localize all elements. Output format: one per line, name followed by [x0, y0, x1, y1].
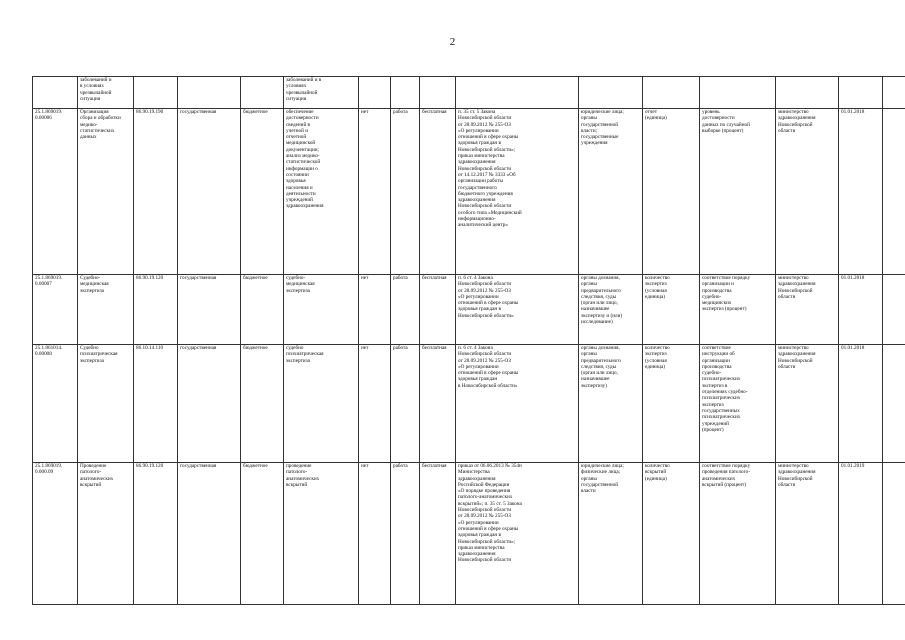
- cell-text: соответствие порядку проведения патолого- анатомических вскрытий (процент): [702, 463, 751, 488]
- cell-paid: [359, 77, 391, 109]
- cell-text: бесплатная: [422, 275, 447, 281]
- cell-basis: [456, 345, 579, 463]
- cell-volume: [643, 109, 700, 275]
- cell-text: работа: [393, 345, 408, 351]
- cell-content: [284, 109, 359, 275]
- cell-okved: [134, 77, 178, 109]
- cell-text: государственная: [180, 345, 217, 351]
- cell-name: [78, 275, 134, 345]
- cell-extra: [883, 109, 905, 275]
- cell-text: 25.1.869019. 0.00006: [35, 109, 63, 122]
- cell-authority: [776, 109, 839, 275]
- cell-text: Судебно психиатрическая экспертиза: [80, 345, 118, 364]
- table-row: [33, 77, 905, 109]
- cell-authority: [776, 275, 839, 345]
- cell-text: 01.01.2018: [841, 275, 865, 281]
- cell-text: работа: [393, 463, 408, 469]
- cell-paid: [359, 275, 391, 345]
- cell-content: [284, 275, 359, 345]
- cell-extra: [883, 463, 905, 605]
- cell-kind: [241, 463, 284, 605]
- cell-free: [420, 109, 456, 275]
- cell-text: министерство здравоохранения Новосибирской области: [778, 109, 816, 134]
- cell-basis: [456, 77, 579, 109]
- cell-text: 86.10.14.110: [136, 345, 164, 351]
- cell-text: обеспечение достоверности сведений в учетной и отчетной медицинской документации; анализ медико- статистической информации о состоянии здоровья населения и деятельности учреждений здравоохранения: [286, 109, 324, 210]
- page-number: 2: [449, 36, 456, 48]
- cell-paid: [359, 109, 391, 275]
- cell-text: 86.90.19.120: [136, 463, 164, 469]
- cell-text: количество вскрытий (единица): [645, 463, 670, 482]
- cell-name: [78, 77, 134, 109]
- cell-free: [420, 275, 456, 345]
- cell-date: [839, 275, 883, 345]
- cell-text: нет: [361, 109, 369, 115]
- cell-code: [33, 109, 78, 275]
- cell-quality: [700, 345, 776, 463]
- cell-volume: [643, 345, 700, 463]
- cell-free: [420, 345, 456, 463]
- cell-text: приказ от 06.06.2013 № 354н Министерства здравоохранения Российской Федерации «О порядке проведения патолого-анатомических вскрытий»; п. 35 ст. 5 Закона Новосибирской области от 28.09.2012 № 255-ОЗ «О регулировании отношений в сфере охраны здоровья граждан в Новосибирской области»; приказ министерства здравоохранения Новосибирской области: [458, 463, 522, 564]
- cell-text: министерство здравоохранения Новосибирской области: [778, 275, 816, 300]
- cell-date: [839, 109, 883, 275]
- cell-type: [391, 275, 420, 345]
- cell-quality: [700, 77, 776, 109]
- cell-text: органы дознания, органы предварительного следствия, суды (орган или лицо, назначившее экспертизу и (или) исследование): [581, 275, 623, 326]
- cell-text: 01.01.2018: [841, 109, 865, 115]
- cell-text: судебно- медицинская экспертиза: [286, 275, 315, 294]
- cell-consumers: [579, 463, 643, 605]
- cell-content: [284, 463, 359, 605]
- cell-date: [839, 345, 883, 463]
- cell-content: [284, 345, 359, 463]
- cell-ownership: [178, 275, 241, 345]
- cell-extra: [883, 77, 905, 109]
- cell-ownership: [178, 77, 241, 109]
- cell-text: бюджетное: [243, 275, 268, 281]
- cell-text: соответствие порядку организации и производства судебно- медицинских экспертиз (процент): [702, 275, 751, 313]
- table-body: [33, 77, 905, 605]
- cell-text: бюджетное: [243, 109, 268, 115]
- cell-ownership: [178, 109, 241, 275]
- cell-text: заболеваний и в условиях чрезвычайной ситуации: [286, 77, 322, 102]
- cell-consumers: [579, 77, 643, 109]
- cell-ownership: [178, 463, 241, 605]
- cell-text: 86.90.19.190: [136, 109, 164, 115]
- cell-text: бесплатная: [422, 109, 447, 115]
- cell-text: Организация сбора и обработки медико- статистических данных: [80, 109, 121, 141]
- cell-text: 25.1.869019. 0.000.09: [35, 463, 63, 476]
- cell-extra: [883, 345, 905, 463]
- cell-text: бесплатная: [422, 345, 447, 351]
- cell-content: [284, 77, 359, 109]
- cell-basis: [456, 275, 579, 345]
- cell-code: [33, 275, 78, 345]
- cell-text: п. 6 ст. 4 Закона Новосибирской области от 28.09.2012 № 255-ОЗ «О регулировании отношений в сфере охраны здоровья граждан в Новосибирской области»: [458, 275, 519, 319]
- cell-text: государственная: [180, 109, 217, 115]
- cell-text: нет: [361, 345, 369, 351]
- cell-name: [78, 345, 134, 463]
- cell-text: бесплатная: [422, 463, 447, 469]
- cell-okved: [134, 463, 178, 605]
- cell-text: соответствие инструкции об организации производства судебно- психиатрических экспертиз в отделениях судебно- психиатрических экспертиз государственных психиатрических учреждений (процент): [702, 345, 748, 433]
- cell-date: [839, 77, 883, 109]
- cell-text: заболеваний и в условиях чрезвычайной ситуации: [80, 77, 112, 102]
- cell-kind: [241, 345, 284, 463]
- cell-code: [33, 463, 78, 605]
- cell-basis: [456, 463, 579, 605]
- cell-basis: [456, 109, 579, 275]
- cell-quality: [700, 275, 776, 345]
- cell-text: количество экспертиз (условная единица): [645, 275, 670, 300]
- cell-authority: [776, 77, 839, 109]
- cell-text: работа: [393, 275, 408, 281]
- cell-volume: [643, 463, 700, 605]
- cell-text: бюджетное: [243, 345, 268, 351]
- cell-text: п. 35 ст. 5 Закона Новосибирской области от 28.09.2012 № 255-ОЗ «О регулировании отношений в сфере охраны здоровья граждан в Новосибирской области»; приказ министерства здравоохранения Новосибирской области от 14.12.2017 № 3333 «Об организации работы государственного бюджетного учреждения здравоохранения Новосибирской области особого типа «Медицинский информационно- аналитический центр»: [458, 109, 522, 229]
- cell-text: количество экспертиз (условная единица): [645, 345, 670, 370]
- cell-text: уровень достоверности данных по случайной выборке (процент): [702, 109, 750, 134]
- cell-text: проведение патолого- анатомических вскрытий: [286, 463, 320, 488]
- cell-free: [420, 77, 456, 109]
- cell-okved: [134, 109, 178, 275]
- cell-text: Судебно- медицинская экспертиза: [80, 275, 109, 294]
- registry-table: [32, 76, 905, 605]
- cell-text: государственная: [180, 463, 217, 469]
- cell-okved: [134, 345, 178, 463]
- table-row: [33, 109, 905, 275]
- cell-text: 01.01.2018: [841, 345, 865, 351]
- cell-ownership: [178, 345, 241, 463]
- cell-text: отчет (единица): [645, 109, 667, 122]
- table-row: [33, 345, 905, 463]
- cell-text: юридические лица; физические лица; органы государственной власти: [581, 463, 624, 495]
- cell-name: [78, 109, 134, 275]
- cell-kind: [241, 77, 284, 109]
- cell-volume: [643, 275, 700, 345]
- cell-consumers: [579, 109, 643, 275]
- cell-consumers: [579, 345, 643, 463]
- cell-text: юридические лица; органы государственной власти; государственные учреждения: [581, 109, 624, 147]
- cell-text: судебно психиатрическая экспертиза: [286, 345, 324, 364]
- cell-okved: [134, 275, 178, 345]
- cell-type: [391, 77, 420, 109]
- cell-paid: [359, 463, 391, 605]
- cell-text: бюджетное: [243, 463, 268, 469]
- cell-date: [839, 463, 883, 605]
- cell-text: министерство здравоохранения Новосибирской области: [778, 463, 816, 488]
- cell-text: министерство здравоохранения Новосибирской области: [778, 345, 816, 370]
- cell-kind: [241, 275, 284, 345]
- cell-consumers: [579, 275, 643, 345]
- cell-code: [33, 345, 78, 463]
- cell-text: государственная: [180, 275, 217, 281]
- cell-quality: [700, 109, 776, 275]
- cell-quality: [700, 463, 776, 605]
- cell-text: нет: [361, 275, 369, 281]
- cell-text: п. 6 ст. 4 Закона Новосибирской области от 28.09.2012 № 255-ОЗ «О регулировании отношений в сфере охраны здоровья граждан в Новосибирской области»: [458, 345, 519, 389]
- cell-type: [391, 345, 420, 463]
- cell-text: 25.1.861014. 0.00008: [35, 345, 63, 358]
- cell-name: [78, 463, 134, 605]
- cell-kind: [241, 109, 284, 275]
- cell-text: 86.90.19.120: [136, 275, 164, 281]
- cell-free: [420, 463, 456, 605]
- cell-extra: [883, 275, 905, 345]
- cell-text: работа: [393, 109, 408, 115]
- cell-type: [391, 463, 420, 605]
- cell-volume: [643, 77, 700, 109]
- cell-code: [33, 77, 78, 109]
- cell-type: [391, 109, 420, 275]
- cell-text: 25.1.869019. 0.00007: [35, 275, 63, 288]
- cell-authority: [776, 463, 839, 605]
- cell-paid: [359, 345, 391, 463]
- cell-text: 01.01.2019: [841, 463, 865, 469]
- cell-authority: [776, 345, 839, 463]
- table-row: [33, 275, 905, 345]
- cell-text: нет: [361, 463, 369, 469]
- cell-text: органы дознания, органы предварительного следствия, суды (орган или лицо, назначившее экспертизу): [581, 345, 621, 389]
- table-row: [33, 463, 905, 605]
- cell-text: Проведение патолого- анатомических вскрытий: [80, 463, 114, 488]
